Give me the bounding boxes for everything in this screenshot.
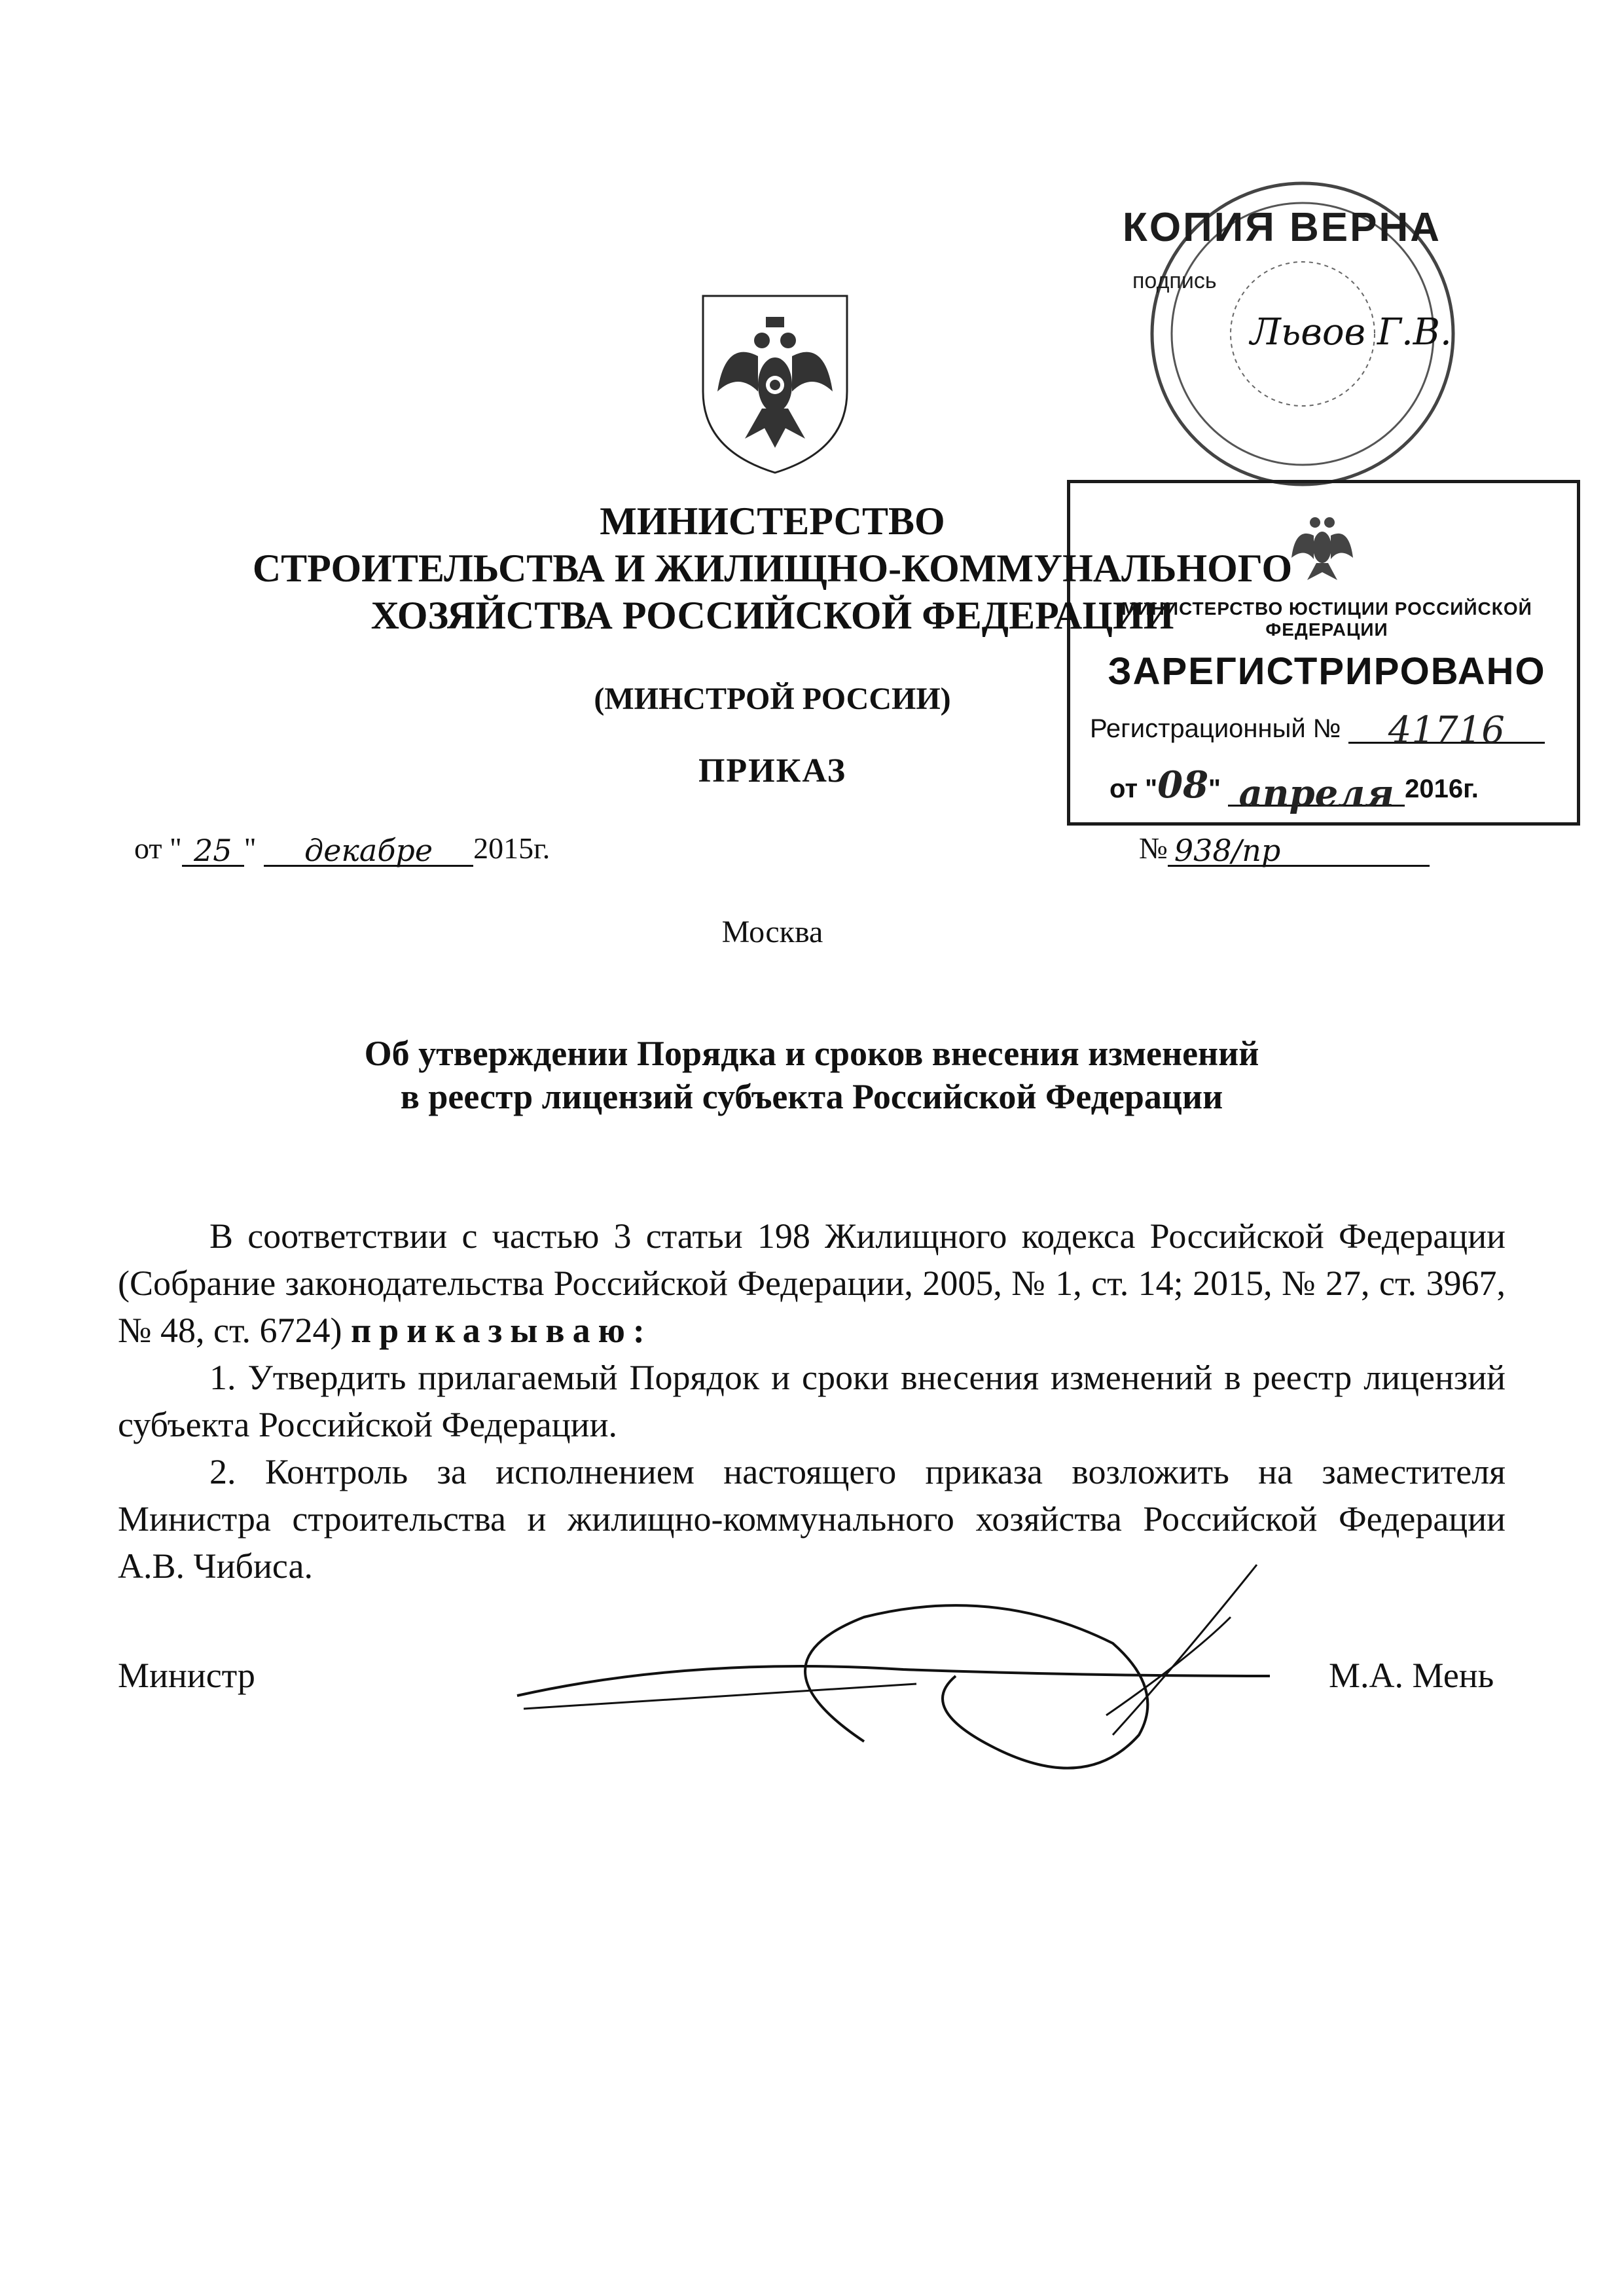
registration-number: 41716 — [1348, 709, 1545, 744]
ministry-line-1: МИНИСТЕРСТВО — [600, 500, 945, 543]
registration-title: ЗАРЕГИСТРИРОВАНО — [1108, 650, 1546, 693]
order-month: декабре — [264, 832, 473, 867]
registration-date-prefix: от " — [1110, 774, 1158, 803]
registration-number-label: Регистрационный № — [1090, 714, 1341, 743]
order-item-2: 2. Контроль за исполнением настоящего приказа возложить на заместителя Министра строительства и жилищно-коммунального хозяйства Российской Федерации А.В. Чибиса. — [118, 1452, 1506, 1586]
order-date-prefix: от " — [134, 831, 182, 865]
copy-correct-stamp: КОПИЯ ВЕРНА — [1123, 205, 1442, 250]
signer-position: Министр — [118, 1656, 255, 1695]
registration-month: апреля — [1228, 772, 1405, 807]
order-title-line-1: Об утверждении Порядка и сроков внесения изменений — [364, 1034, 1259, 1073]
copy-signature-label: подпись — [1132, 268, 1217, 293]
registration-year: 2016 — [1405, 774, 1464, 803]
ministry-line-2: СТРОИТЕЛЬСТВА И ЖИЛИЩНО-КОММУНАЛЬНОГО — [252, 547, 1293, 590]
coat-of-arms-icon — [699, 293, 851, 475]
order-city: Москва — [721, 915, 823, 949]
registration-year-suffix: г. — [1463, 774, 1479, 803]
order-date — [134, 830, 550, 867]
order-number-prefix: № — [1139, 831, 1168, 865]
order-command: приказываю: — [351, 1311, 653, 1350]
order-number — [1139, 830, 1430, 867]
minister-signature-icon — [497, 1545, 1335, 1820]
ministry-line-3: ХОЗЯЙСТВА РОССИЙСКОЙ ФЕДЕРАЦИИ — [370, 594, 1174, 637]
order-body — [118, 1212, 1506, 1590]
document-type: ПРИКАЗ — [698, 752, 847, 790]
preamble-paragraph — [118, 1212, 1506, 1354]
order-year-suffix: г. — [533, 831, 550, 865]
order-number-value: 938/пр — [1168, 832, 1430, 867]
copy-signer-name: Львов Г.В. — [1250, 311, 1452, 354]
preamble-text: В соответствии с частью 3 статьи 198 Жилищного кодекса Российской Федерации (Собрание законодательства Российской Федерации, 2005, № 1, ст. 14; 2015, № 27, ст. 3967, № 48, ст. 6724) — [118, 1216, 1506, 1350]
registration-day: 08 — [1157, 763, 1209, 807]
order-year: 2015 — [473, 831, 534, 865]
order-title-line-2: в реестр лицензий субъекта Российской Федерации — [400, 1077, 1223, 1116]
ministry-name — [196, 498, 1348, 639]
signer-name: М.А. Мень — [1329, 1656, 1494, 1695]
registration-date-quote: " — [1208, 774, 1221, 803]
order-day: 25 — [182, 832, 244, 867]
registration-ministry: МИНИСТЕРСТВО ЮСТИЦИИ РОССИЙСКОЙ ФЕДЕРАЦИИ — [1121, 598, 1532, 640]
order-title — [196, 1032, 1427, 1118]
order-item-1: 1. Утвердить прилагаемый Порядок и сроки внесения изменений в реестр лицензий субъекта Российской Федерации. — [118, 1358, 1506, 1444]
order-date-quote: " — [244, 831, 257, 865]
ministry-short-name: (МИНСТРОЙ РОССИИ) — [594, 682, 951, 716]
